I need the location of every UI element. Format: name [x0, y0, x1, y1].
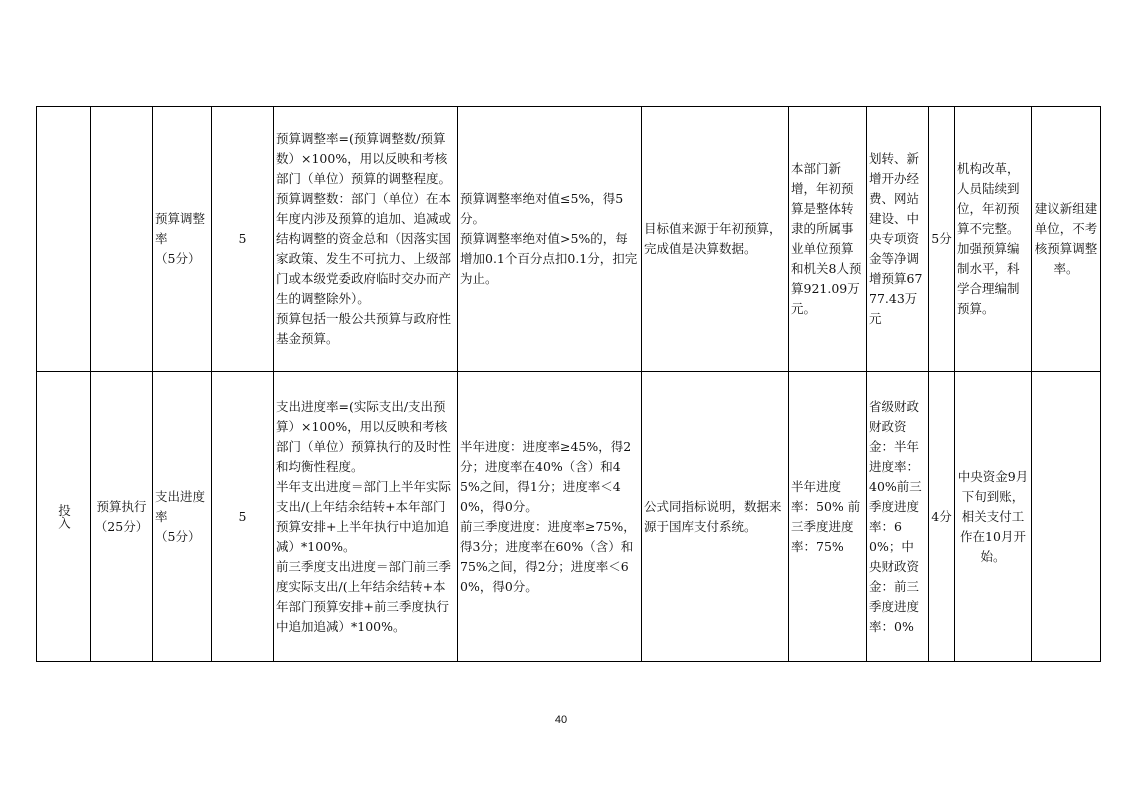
scoring-cell: 预算调整率绝对值≤5%，得5分。 预算调整率绝对值>5%的，每增加0.1个百分点扣0.1分，扣完为止。: [458, 107, 642, 372]
actual-value-cell: 省级财政财政资金：半年进度率：40%前三季度进度率：60%；中央财政资金：前三季度进度率：0%: [867, 372, 929, 662]
level2-cell: [91, 107, 153, 372]
table-row-spending-progress: [37, 372, 1101, 662]
actual-value-cell: 划转、新增开办经费、网站建设、中央专项资金等净调增预算6777.43万元: [867, 107, 929, 372]
indicator-cell: 预算调整 率 （5分）: [153, 107, 212, 372]
level2-cell: 预算执行 （25分）: [91, 372, 153, 662]
weight-cell: 5: [212, 107, 274, 372]
target-value-cell: 本部门新增，年初预算是整体转隶的所属事业单位预算和机关8人预算921.09万元。: [789, 107, 867, 372]
source-cell: 公式同指标说明，数据来源于国库支付系统。: [642, 372, 789, 662]
scoring-cell: 半年进度：进度率≥45%，得2分；进度率在40%（含）和45%之间，得1分；进度率＜40%，得0分。 前三季度进度：进度率≥75%，得3分；进度率在60%（含）和75%之间，得2分；进度率＜60%，得0分。: [458, 372, 642, 662]
table-row-budget-adjustment: [37, 107, 1101, 372]
target-value-cell: 半年进度率：50% 前三季度进度率：75%: [789, 372, 867, 662]
source-cell: 目标值来源于年初预算，完成值是决算数据。: [642, 107, 789, 372]
weight-cell: 5: [212, 372, 274, 662]
reason-cell: 中央资金9月下旬到账，相关支付工作在10月开始。: [955, 372, 1032, 662]
definition-cell: 支出进度率=(实际支出/支出预算）×100%，用以反映和考核部门（单位）预算执行的及时性和均衡性程度。 半年支出进度＝部门上半年实际支出/(上年结余结转+本年部门预算安排+上半年执行中追加追减）*100%。 前三季度支出进度＝部门前三季度实际支出/(上年结余结转+本年部门预算安排+前三季度执行中追加追减）*100%。: [274, 372, 458, 662]
definition-cell: 预算调整率=(预算调整数/预算数）×100%，用以反映和考核部门（单位）预算的调整程度。 预算调整数：部门（单位）在本年度内涉及预算的追加、追减或结构调整的资金总和（因落实国家政策、发生不可抗力、上级部门或本级党委政府临时交办而产生的调整除外）。 预算包括一般公共预算与政府性基金预算。: [274, 107, 458, 372]
remark-cell: [1032, 372, 1101, 662]
page-number: 40: [554, 714, 568, 726]
level1-cell: [37, 107, 91, 372]
indicator-cell: 支出进度 率 （5分）: [153, 372, 212, 662]
score-cell: 4分: [929, 372, 955, 662]
reason-cell: 机构改革，人员陆续到位，年初预算不完整。加强预算编制水平，科学合理编制预算。: [955, 107, 1032, 372]
level1-cell: 投入: [37, 372, 91, 662]
score-cell: 5分: [929, 107, 955, 372]
evaluation-table: [36, 106, 1101, 662]
remark-cell: 建议新组建单位，不考核预算调整率。: [1032, 107, 1101, 372]
